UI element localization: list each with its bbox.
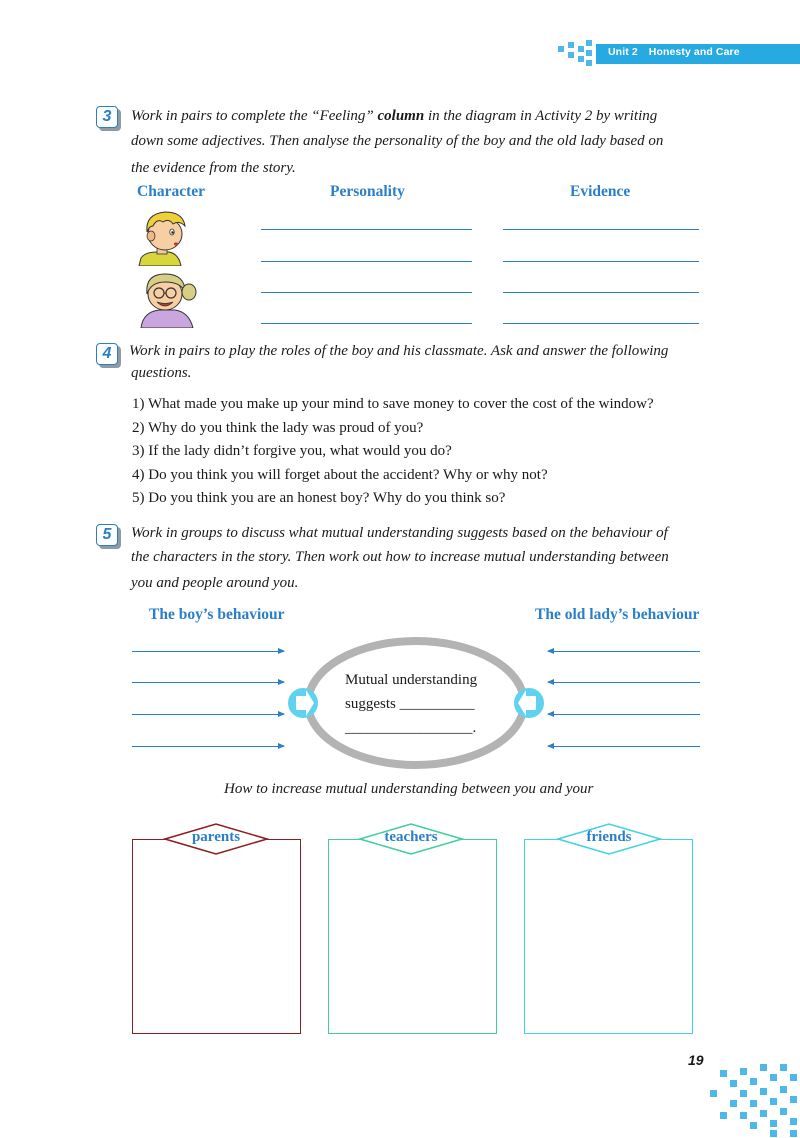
right-arrow-line <box>548 714 700 715</box>
evidence-line <box>503 261 699 262</box>
right-arrow-line <box>548 651 700 652</box>
evidence-line <box>503 229 699 230</box>
activity-4-instruction: Work in pairs to play the roles of the boy and his classmate. Ask and answer the following questions. <box>129 343 669 381</box>
parents-label: parents <box>191 829 241 845</box>
footer-decoration <box>706 1060 800 1138</box>
list-item: 4) Do you think you will forget about the accident? Why or why not? <box>132 466 548 483</box>
activity-4-badge: 4 <box>96 343 118 365</box>
unit-label: Unit 2 <box>608 46 638 58</box>
oval-text: Mutual understanding suggests __________ _________________. <box>345 672 478 736</box>
list-item: 1) What made you make up your mind to save money to cover the cost of the window? <box>132 396 654 412</box>
evidence-line <box>503 323 699 324</box>
right-arrow-line <box>548 746 700 747</box>
personality-line <box>261 229 472 230</box>
friends-label: friends <box>586 829 632 845</box>
left-arrow-line <box>132 746 284 747</box>
header-label <box>608 46 751 58</box>
list-item: 2) Why do you think the lady was proud of you? <box>132 419 424 436</box>
parents-box <box>132 839 301 1034</box>
list-item: 3) If the lady didn’t forgive you, what would you do? <box>132 443 452 459</box>
right-arrow-icon <box>514 688 544 718</box>
increase-prompt: How to increase mutual understanding between you and your <box>224 781 594 797</box>
teachers-label: teachers <box>384 829 438 845</box>
activity-3-instruction: Work in pairs to complete the “Feeling” column in the diagram in Activity 2 by writing down some adjectives. Then analyse the personality of the boy and the old lady based on the evidence from the story. <box>131 108 664 176</box>
personality-line <box>261 292 472 293</box>
personality-line <box>261 323 472 324</box>
left-arrow-line <box>132 714 284 715</box>
friends-box <box>524 839 693 1034</box>
page-number: 19 <box>688 1052 704 1068</box>
left-arrow-line <box>132 682 284 683</box>
questions-list <box>132 393 732 511</box>
boy-behaviour-heading: The boy’s behaviour <box>149 606 285 623</box>
column-header-evidence: Evidence <box>570 183 631 200</box>
lady-behaviour-heading: The old lady’s behaviour <box>535 606 700 623</box>
evidence-line <box>503 292 699 293</box>
boy-illustration <box>135 208 191 266</box>
column-header-personality: Personality <box>330 183 405 200</box>
old-lady-illustration <box>135 268 201 328</box>
right-arrow-line <box>548 682 700 683</box>
activity-3-badge: 3 <box>96 106 118 128</box>
left-arrow-icon <box>288 688 318 718</box>
activity-5-badge: 5 <box>96 524 118 546</box>
personality-line <box>261 261 472 262</box>
bold-word: column <box>377 108 425 124</box>
left-arrow-line <box>132 651 284 652</box>
unit-title: Honesty and Care <box>648 46 740 58</box>
activity-5-instruction: Work in groups to discuss what mutual understanding suggests based on the behaviour of the characters in the story. Then work out how to increase mutual understanding between you and people around you. <box>131 525 669 591</box>
list-item: 5) Do you think you are an honest boy? Why do you think so? <box>132 490 506 506</box>
teachers-box <box>328 839 497 1034</box>
column-header-character: Character <box>137 183 205 200</box>
header-decoration <box>540 40 600 68</box>
